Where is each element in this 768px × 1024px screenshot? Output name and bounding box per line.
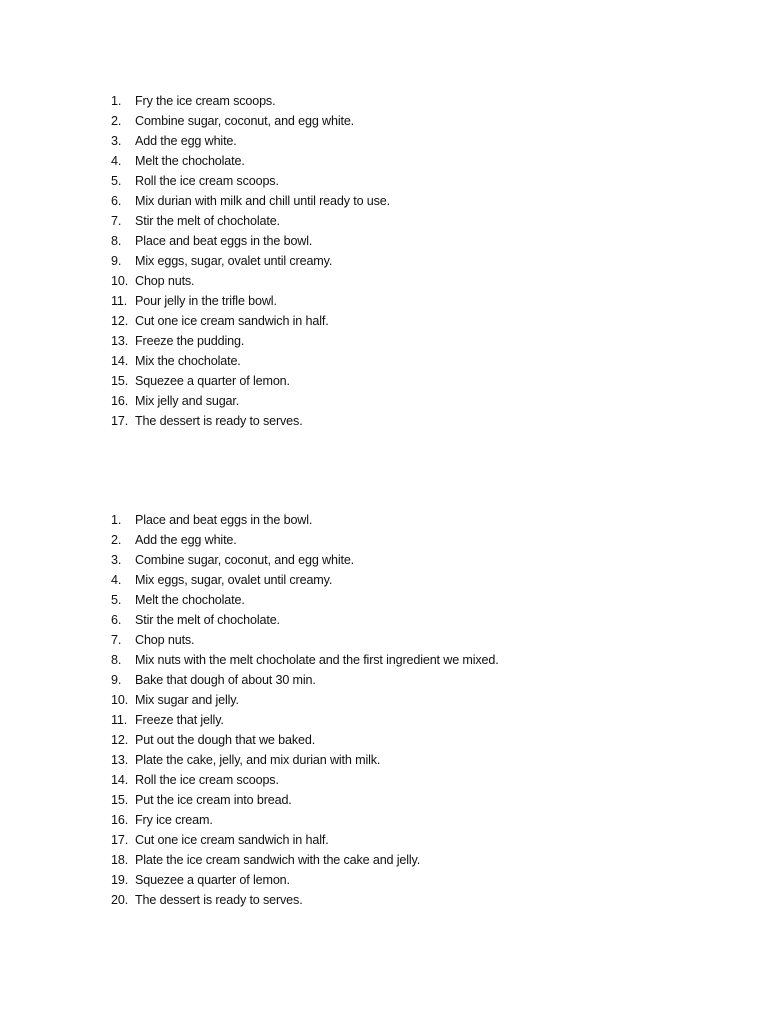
- step-number: 19.: [111, 873, 129, 887]
- step-text: Chop nuts.: [135, 633, 195, 647]
- step-number: 5.: [111, 174, 122, 188]
- list-item: [111, 891, 499, 911]
- list-item: [111, 412, 390, 432]
- step-number: 4.: [111, 154, 122, 168]
- step-number: 8.: [111, 234, 122, 248]
- recipe-steps-list-2: [111, 511, 499, 911]
- step-text: Plate the ice cream sandwich with the cake and jelly.: [135, 853, 421, 867]
- list-item: [111, 392, 390, 412]
- step-number: 20.: [111, 893, 129, 907]
- list-item: [111, 132, 390, 152]
- step-text: Combine sugar, coconut, and egg white.: [135, 553, 355, 567]
- step-number: 11.: [111, 294, 128, 308]
- list-item: [111, 871, 499, 891]
- list-item: [111, 352, 390, 372]
- list-item: [111, 272, 390, 292]
- step-number: 10.: [111, 274, 129, 288]
- step-text: Plate the cake, jelly, and mix durian with milk.: [135, 753, 381, 767]
- list-item: [111, 551, 499, 571]
- list-item: [111, 192, 390, 212]
- step-text: Freeze the pudding.: [135, 334, 245, 348]
- step-text: Squezee a quarter of lemon.: [135, 374, 290, 388]
- step-text: Mix eggs, sugar, ovalet until creamy.: [135, 254, 333, 268]
- list-item: [111, 292, 390, 312]
- step-number: 18.: [111, 853, 129, 867]
- list-item: [111, 232, 390, 252]
- step-number: 7.: [111, 633, 122, 647]
- step-text: Cut one ice cream sandwich in half.: [135, 833, 329, 847]
- step-text: The dessert is ready to serves.: [135, 414, 303, 428]
- step-text: Bake that dough of about 30 min.: [135, 673, 316, 687]
- step-number: 4.: [111, 573, 122, 587]
- step-text: Place and beat eggs in the bowl.: [135, 234, 313, 248]
- step-number: 11.: [111, 713, 128, 727]
- step-text: Fry ice cream.: [135, 813, 213, 827]
- step-number: 2.: [111, 533, 122, 547]
- step-text: Add the egg white.: [135, 533, 237, 547]
- step-text: Put the ice cream into bread.: [135, 793, 292, 807]
- list-item: [111, 531, 499, 551]
- step-number: 16.: [111, 394, 129, 408]
- step-number: 1.: [111, 513, 122, 527]
- step-text: Add the egg white.: [135, 134, 237, 148]
- list-item: [111, 591, 499, 611]
- step-text: The dessert is ready to serves.: [135, 893, 303, 907]
- step-number: 17.: [111, 833, 129, 847]
- step-text: Melt the chocholate.: [135, 154, 245, 168]
- step-text: Mix nuts with the melt chocholate and the first ingredient we mixed.: [135, 653, 499, 667]
- step-number: 3.: [111, 553, 122, 567]
- step-text: Chop nuts.: [135, 274, 195, 288]
- step-number: 7.: [111, 214, 122, 228]
- step-number: 17.: [111, 414, 129, 428]
- list-item: [111, 112, 390, 132]
- list-item: [111, 711, 499, 731]
- step-text: Roll the ice cream scoops.: [135, 174, 279, 188]
- step-text: Mix jelly and sugar.: [135, 394, 240, 408]
- list-item: [111, 312, 390, 332]
- step-text: Mix eggs, sugar, ovalet until creamy.: [135, 573, 333, 587]
- list-item: [111, 611, 499, 631]
- step-text: Fry the ice cream scoops.: [135, 94, 276, 108]
- list-item: [111, 92, 390, 112]
- step-number: 14.: [111, 773, 129, 787]
- step-number: 8.: [111, 653, 122, 667]
- step-number: 2.: [111, 114, 122, 128]
- step-number: 9.: [111, 673, 122, 687]
- list-item: [111, 691, 499, 711]
- step-text: Place and beat eggs in the bowl.: [135, 513, 313, 527]
- list-item: [111, 851, 499, 871]
- list-item: [111, 511, 499, 531]
- step-text: Roll the ice cream scoops.: [135, 773, 279, 787]
- list-item: [111, 571, 499, 591]
- list-item: [111, 172, 390, 192]
- step-text: Freeze that jelly.: [135, 713, 224, 727]
- list-item: [111, 252, 390, 272]
- step-number: 9.: [111, 254, 122, 268]
- list-item: [111, 811, 499, 831]
- recipe-steps-list-1: [111, 92, 390, 432]
- step-number: 5.: [111, 593, 122, 607]
- step-text: Combine sugar, coconut, and egg white.: [135, 114, 355, 128]
- list-item: [111, 332, 390, 352]
- step-number: 12.: [111, 314, 129, 328]
- list-item: [111, 751, 499, 771]
- step-text: Pour jelly in the trifle bowl.: [135, 294, 277, 308]
- step-number: 13.: [111, 753, 129, 767]
- step-text: Squezee a quarter of lemon.: [135, 873, 290, 887]
- list-item: [111, 731, 499, 751]
- step-number: 13.: [111, 334, 129, 348]
- list-item: [111, 152, 390, 172]
- step-text: Mix durian with milk and chill until ready to use.: [135, 194, 390, 208]
- step-number: 15.: [111, 793, 129, 807]
- step-number: 15.: [111, 374, 129, 388]
- step-number: 10.: [111, 693, 129, 707]
- step-number: 3.: [111, 134, 122, 148]
- list-item: [111, 212, 390, 232]
- step-text: Mix the chocholate.: [135, 354, 241, 368]
- list-item: [111, 791, 499, 811]
- step-number: 14.: [111, 354, 129, 368]
- step-text: Put out the dough that we baked.: [135, 733, 316, 747]
- step-text: Melt the chocholate.: [135, 593, 245, 607]
- list-item: [111, 631, 499, 651]
- step-number: 6.: [111, 613, 122, 627]
- list-item: [111, 651, 499, 671]
- list-item: [111, 372, 390, 392]
- list-item: [111, 831, 499, 851]
- list-item: [111, 771, 499, 791]
- step-number: 1.: [111, 94, 122, 108]
- step-number: 12.: [111, 733, 129, 747]
- step-number: 16.: [111, 813, 129, 827]
- list-item: [111, 671, 499, 691]
- step-text: Stir the melt of chocholate.: [135, 214, 280, 228]
- step-text: Mix sugar and jelly.: [135, 693, 239, 707]
- step-text: Cut one ice cream sandwich in half.: [135, 314, 329, 328]
- step-number: 6.: [111, 194, 122, 208]
- step-text: Stir the melt of chocholate.: [135, 613, 280, 627]
